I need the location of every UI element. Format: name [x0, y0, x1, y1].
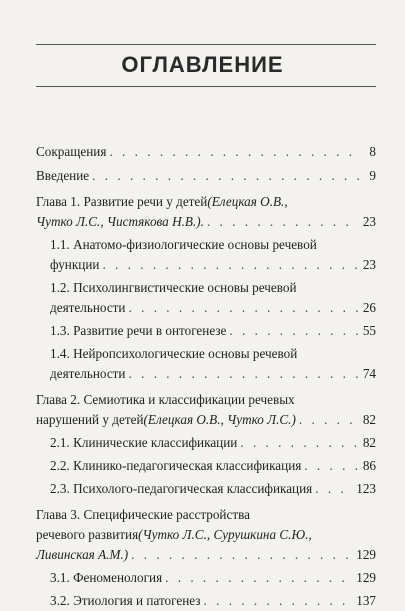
toc-entry-label: нарушений у детей	[36, 412, 144, 427]
toc-entry-label: деятельности	[50, 366, 126, 381]
toc-page-number: 129	[356, 547, 376, 562]
toc-entry-label: 2.3. Психолого-педагогическая классификация	[50, 481, 313, 496]
leader-dots	[129, 298, 360, 318]
toc-page-number: 9	[369, 168, 376, 183]
leader-dots	[129, 364, 360, 384]
toc-entry-label: 2.2. Клинико-педагогическая классификация	[50, 458, 302, 473]
toc-entry-label: 1.2. Психолингвистические основы речевой	[50, 280, 297, 295]
leader-dots	[207, 212, 359, 232]
toc-entry-label: 2.1. Клинические классификации	[50, 435, 238, 450]
toc-entry-2-3[interactable]	[36, 479, 376, 499]
leader-dots	[304, 456, 359, 476]
toc-page-number: 82	[362, 435, 376, 450]
toc-entry-1-2[interactable]	[36, 278, 376, 318]
title-underline	[36, 86, 376, 87]
toc-entry-label: 3.1. Феноменология	[50, 570, 163, 585]
toc-entry-label: 1.1. Анатомо-физиологические основы речевой	[50, 237, 317, 252]
leader-dots	[92, 166, 359, 186]
toc-entry-authors: Ливинская А.М.)	[36, 547, 129, 562]
toc-page-number: 74	[362, 366, 376, 381]
toc-entry-label: Введение	[36, 168, 90, 183]
toc-entry-authors: Чутко Л.С., Чистякова Н.В.).	[36, 214, 204, 229]
toc-entry-1-1[interactable]	[36, 235, 376, 275]
toc-entry-label: 1.3. Развитие речи в онтогенезе	[50, 323, 227, 338]
leader-dots	[131, 545, 353, 565]
leader-dots	[315, 479, 353, 499]
toc-entry-label: Глава 3. Специфические расстройства	[36, 507, 251, 522]
leader-dots	[240, 433, 359, 453]
toc-entry-label: Глава 1. Развитие речи у детей	[36, 194, 208, 209]
toc-page-number: 129	[356, 570, 376, 585]
toc-entry-2-1[interactable]	[36, 433, 376, 453]
leader-dots	[204, 591, 354, 611]
leader-dots	[299, 410, 359, 430]
table-of-contents	[36, 142, 376, 611]
leader-dots	[102, 255, 359, 275]
leader-dots	[229, 321, 359, 341]
top-rule	[36, 44, 376, 45]
toc-page-number: 23	[362, 214, 376, 229]
toc-page-number: 8	[369, 144, 376, 159]
toc-page-number: 26	[362, 300, 376, 315]
toc-entry-authors: (Елецкая О.В., Чутко Л.С.)	[143, 412, 296, 427]
leader-dots	[165, 568, 353, 588]
toc-entry-label: 3.2. Этиология и патогенез	[50, 593, 201, 608]
toc-entry-introduction[interactable]	[36, 166, 376, 186]
toc-entry-label: речевого развития	[36, 527, 139, 542]
toc-page-number: 86	[362, 458, 376, 473]
toc-entry-label: Сокращения	[36, 144, 107, 159]
toc-entry-label: деятельности	[50, 300, 126, 315]
toc-entry-abbreviations[interactable]	[36, 142, 376, 162]
toc-entry-label: Глава 2. Семиотика и классификации речевых	[36, 392, 295, 407]
leader-dots	[109, 142, 359, 162]
toc-entry-3-1[interactable]	[36, 568, 376, 588]
toc-entry-3-2[interactable]	[36, 591, 376, 611]
toc-entry-1-4[interactable]	[36, 344, 376, 384]
toc-entry-authors: (Чутко Л.С., Сурушкина С.Ю.,	[138, 527, 312, 542]
toc-page-number: 23	[362, 257, 376, 272]
toc-entry-authors: (Елецкая О.В.,	[207, 194, 288, 209]
toc-entry-label: функции	[50, 257, 100, 272]
toc-entry-chapter-3[interactable]	[36, 505, 376, 565]
toc-page-number: 123	[356, 481, 376, 496]
toc-entry-chapter-2[interactable]	[36, 390, 376, 430]
toc-page-number: 55	[362, 323, 376, 338]
toc-page-number: 82	[362, 412, 376, 427]
toc-entry-label: 1.4. Нейропсихологические основы речевой	[50, 346, 298, 361]
toc-entry-2-2[interactable]	[36, 456, 376, 476]
toc-entry-chapter-1[interactable]	[36, 192, 376, 232]
toc-entry-1-3[interactable]	[36, 321, 376, 341]
page-title: ОГЛАВЛЕНИЕ	[121, 52, 284, 77]
toc-page-number: 137	[356, 593, 376, 608]
